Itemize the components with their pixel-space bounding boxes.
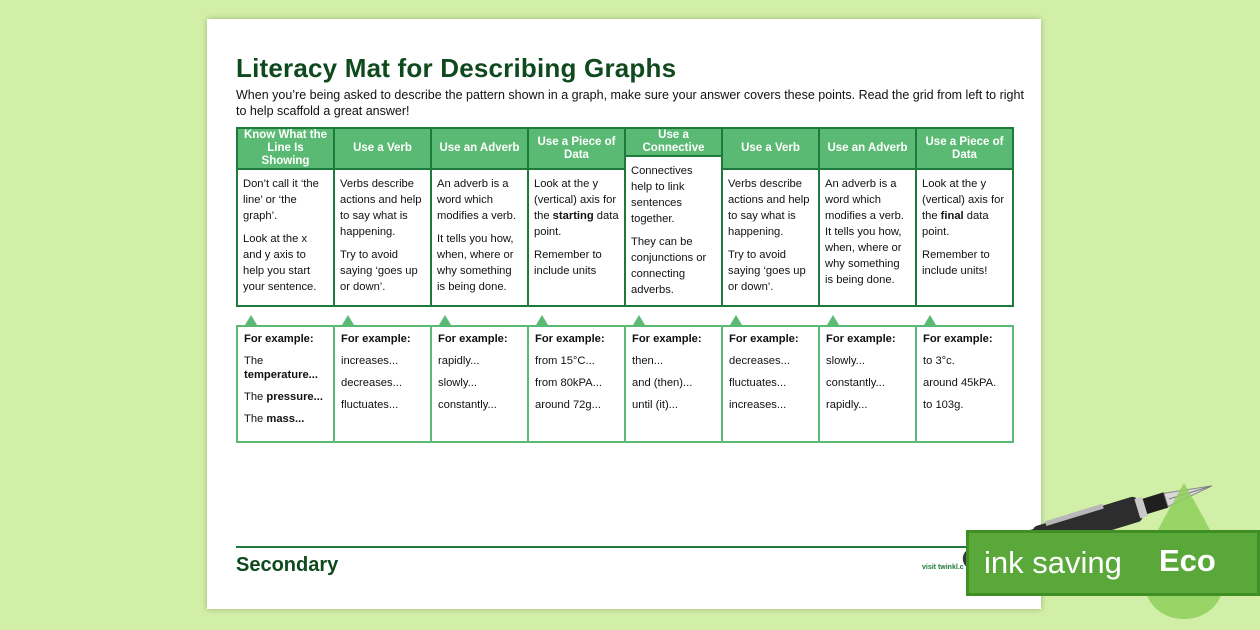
- page-title: Literacy Mat for Describing Graphs: [236, 53, 677, 83]
- example-item: slowly...: [438, 377, 477, 389]
- column-text: Look at the x and y axis to help you start your sentence.: [243, 233, 317, 293]
- example-item: increases...: [341, 355, 399, 367]
- example-item: to 103g.: [923, 399, 964, 411]
- footer-divider: [236, 546, 1011, 548]
- example-column: [432, 327, 529, 441]
- column-text: Connectives help to link sentences together.: [631, 165, 693, 225]
- example-item: to 3°c.: [923, 355, 955, 367]
- column-header: Know What the Line Is Showing: [238, 129, 333, 170]
- column-text: Look at the y (vertical) axis for the final data point.: [922, 178, 1005, 238]
- example-label: For example:: [632, 333, 702, 345]
- column-body: [335, 170, 430, 302]
- example-label: For example:: [535, 333, 605, 345]
- column-body: [626, 157, 721, 305]
- example-item: decreases...: [341, 377, 402, 389]
- column-text: Remember to include units!: [922, 249, 990, 277]
- example-label: For example:: [826, 333, 896, 345]
- column-text: It tells you how, when, where or why something is being done.: [437, 233, 514, 293]
- grid-column: [335, 129, 432, 305]
- grid-column: [432, 129, 529, 305]
- eco-text: ink saving: [984, 545, 1122, 580]
- example-item: around 72g...: [535, 399, 601, 411]
- example-label: For example:: [341, 333, 411, 345]
- pointer-triangle-icon: [730, 315, 742, 325]
- example-column: [723, 327, 820, 441]
- pointer-triangle-icon: [633, 315, 645, 325]
- example-item: slowly...: [826, 355, 865, 367]
- pointer-triangle-icon: [342, 315, 354, 325]
- column-body: [432, 170, 527, 302]
- example-item: decreases...: [729, 355, 790, 367]
- example-column: [917, 327, 1012, 441]
- column-text: Don’t call it ‘the line’ or ‘the graph’.: [243, 178, 319, 222]
- example-item: fluctuates...: [341, 399, 399, 411]
- column-text: Look at the y (vertical) axis for the starting data point.: [534, 178, 619, 238]
- eco-label: Eco: [1159, 543, 1216, 578]
- literacy-mat-sheet: [207, 19, 1041, 609]
- pointer-triangle-icon: [924, 315, 936, 325]
- intro-text: When you’re being asked to describe the pattern shown in a graph, make sure your answer covers these points. Read the grid from left to right to help scaffold a great answer!: [236, 88, 1024, 118]
- example-item: around 45kPA.: [923, 377, 997, 389]
- example-item: The pressure...: [244, 391, 323, 403]
- scaffold-grid: [236, 127, 1014, 307]
- column-text: They can be conjunctions or connecting adverbs.: [631, 236, 707, 296]
- column-body: [529, 170, 624, 286]
- example-label: For example:: [923, 333, 993, 345]
- column-text: Remember to include units: [534, 249, 602, 277]
- example-item: from 80kPA...: [535, 377, 602, 389]
- example-label: For example:: [729, 333, 799, 345]
- example-column: [238, 327, 335, 441]
- example-item: increases...: [729, 399, 787, 411]
- example-item: then...: [632, 355, 664, 367]
- column-body: [917, 170, 1012, 286]
- column-text: An adverb is a word which modifies a verb. It tells you how, when, where or why something is being done.: [825, 178, 904, 286]
- example-item: The temperature...: [244, 355, 318, 381]
- example-column: [335, 327, 432, 441]
- column-body: [238, 170, 333, 302]
- column-header: Use an Adverb: [432, 129, 527, 170]
- column-text: Try to avoid saying ‘goes up or down’.: [340, 249, 418, 293]
- pointer-triangle-icon: [536, 315, 548, 325]
- column-body: [723, 170, 818, 302]
- pointer-triangle-icon: [827, 315, 839, 325]
- column-header: Use a Piece of Data: [529, 129, 624, 170]
- column-header: Use a Verb: [723, 129, 818, 170]
- column-header: Use an Adverb: [820, 129, 915, 170]
- column-text: Verbs describe actions and help to say what is happening.: [340, 178, 422, 238]
- column-text: Try to avoid saying ‘goes up or down’.: [728, 249, 806, 293]
- example-item: constantly...: [438, 399, 497, 411]
- example-label: For example:: [244, 333, 314, 345]
- eco-ink-saving-badge: [966, 479, 1260, 630]
- pointer-triangle-icon: [439, 315, 451, 325]
- column-header: Use a Connective: [626, 129, 721, 157]
- pointer-triangle-icon: [245, 315, 257, 325]
- example-item: constantly...: [826, 377, 885, 389]
- examples-grid: [236, 325, 1014, 443]
- example-column: [626, 327, 723, 441]
- example-item: rapidly...: [438, 355, 480, 367]
- example-item: rapidly...: [826, 399, 868, 411]
- footer-label: Secondary: [236, 554, 339, 576]
- grid-column: [723, 129, 820, 305]
- column-header: Use a Piece of Data: [917, 129, 1012, 170]
- example-item: from 15°C...: [535, 355, 595, 367]
- grid-column: [917, 129, 1012, 305]
- example-item: fluctuates...: [729, 377, 787, 389]
- example-column: [529, 327, 626, 441]
- example-column: [820, 327, 917, 441]
- example-item: until (it)...: [632, 399, 679, 411]
- column-body: [820, 170, 915, 295]
- grid-column: [238, 129, 335, 305]
- example-item: and (then)...: [632, 377, 693, 389]
- visit-link: visit twinkl.c: [922, 564, 964, 571]
- grid-column: [820, 129, 917, 305]
- column-text: An adverb is a word which modifies a verb.: [437, 178, 516, 222]
- column-header: Use a Verb: [335, 129, 430, 170]
- column-text: Verbs describe actions and help to say what is happening.: [728, 178, 810, 238]
- example-label: For example:: [438, 333, 508, 345]
- grid-column: [626, 129, 723, 305]
- example-item: The mass...: [244, 413, 305, 425]
- grid-column: [529, 129, 626, 305]
